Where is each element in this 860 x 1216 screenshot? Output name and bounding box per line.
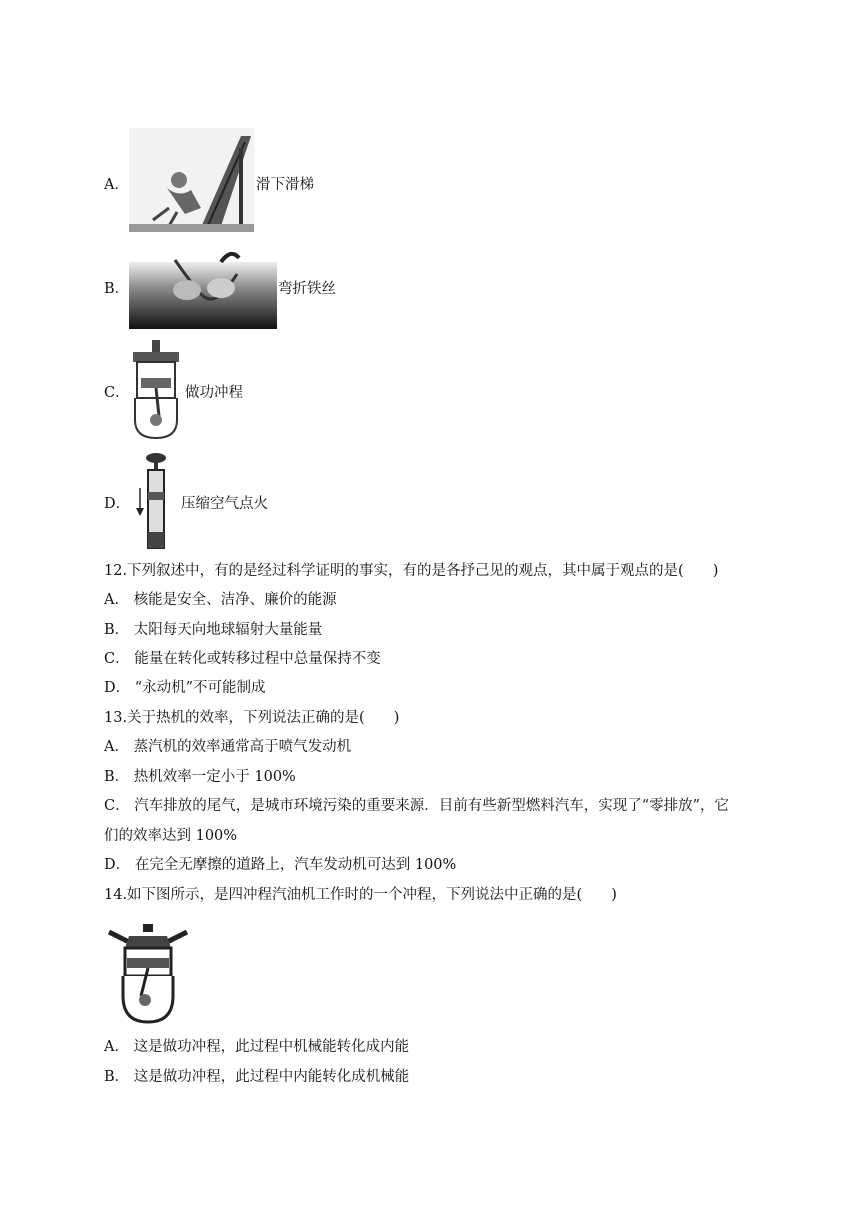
option-d-letter: D． <box>104 496 131 512</box>
q12-option-a: A． 核能是安全、洁净、廉价的能源 <box>104 592 337 608</box>
slide-figure <box>129 128 254 232</box>
q14-option-a: A． 这是做功冲程，此过程中机械能转化成内能 <box>104 1039 410 1055</box>
air-compression-figure <box>134 452 174 550</box>
q13-option-d: D． 在完全无摩擦的道路上，汽车发动机可达到 100% <box>104 857 457 873</box>
q14-option-b: B． 这是做功冲程，此过程中内能转化成机械能 <box>104 1069 410 1085</box>
option-b-letter: B． <box>104 281 130 297</box>
bend-wire-figure <box>129 244 277 329</box>
option-a-letter: A． <box>104 177 129 193</box>
option-c-caption: 做功冲程 <box>185 385 243 401</box>
q12-option-b: B． 太阳每天向地球辐射大量能量 <box>104 622 323 638</box>
q13-option-c: C． 汽车排放的尾气，是城市环境污染的重要来源．目前有些新型燃料汽车，实现了“零排放”，它 <box>104 798 730 814</box>
power-stroke-figure <box>129 338 183 440</box>
q13-option-c-continued: 们的效率达到 100% <box>104 828 238 844</box>
q14-stem: 14.如下图所示，是四冲程汽油机工作时的一个冲程，下列说法中正确的是( ) <box>104 887 617 903</box>
q13-option-a: A． 蒸汽机的效率通常高于喷气发动机 <box>104 739 352 755</box>
option-c-letter: C． <box>104 385 130 401</box>
option-d-caption: 压缩空气点火 <box>181 496 268 512</box>
q13-stem: 13.关于热机的效率，下列说法正确的是( ) <box>104 710 400 726</box>
option-a-caption: 滑下滑梯 <box>256 177 314 193</box>
engine-stroke-figure <box>105 918 191 1026</box>
q12-option-d: D． “永动机”不可能制成 <box>104 680 266 696</box>
q13-option-b: B． 热机效率一定小于 100% <box>104 769 296 785</box>
option-b-caption: 弯折铁丝 <box>278 281 336 297</box>
q12-stem: 12.下列叙述中，有的是经过科学证明的事实，有的是各抒己见的观点，其中属于观点的是( ) <box>104 563 719 579</box>
q12-option-c: C． 能量在转化或转移过程中总量保持不变 <box>104 651 381 667</box>
